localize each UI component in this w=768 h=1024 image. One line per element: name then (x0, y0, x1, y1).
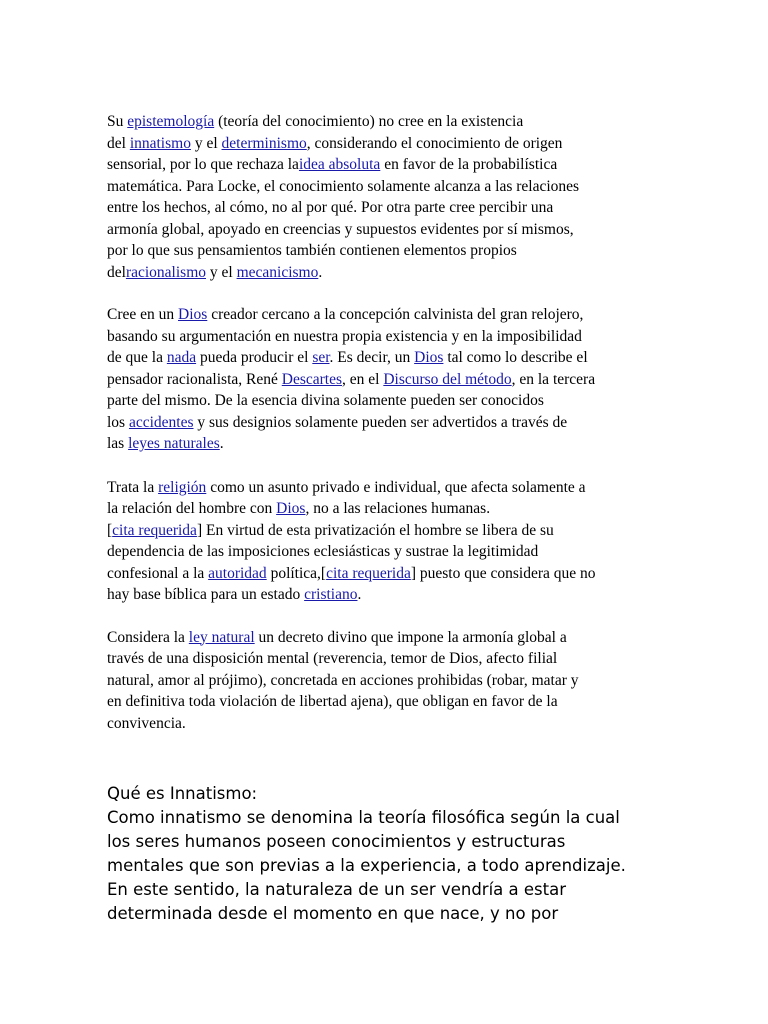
text-run: sensorial, por lo que rechaza la (107, 156, 299, 173)
text-run: Considera la (107, 628, 189, 646)
innatismo-line: los seres humanos poseen conocimientos y estructuras (107, 832, 566, 851)
link-epistemología[interactable]: epistemología (127, 113, 215, 130)
text-run: hay base bíblica para un estado (107, 586, 305, 603)
text-run: como un asunto privado e individual, que afecta solamente a (206, 478, 586, 496)
link-dios[interactable]: Dios (276, 500, 306, 517)
innatismo-line: Como innatismo se denomina la teoría filosófica según la cual (107, 808, 620, 827)
text-run: pensador racionalista, René (107, 370, 282, 388)
text-run: de que la (107, 349, 167, 366)
link-religión[interactable]: religión (158, 478, 207, 496)
text-run: parte del mismo. De la esencia divina solamente pueden ser conocidos (107, 392, 544, 409)
text-run: entre los hechos, al cómo, no al por qué. Por otra parte cree percibir una (107, 199, 554, 216)
link-nada[interactable]: nada (166, 349, 197, 366)
text-run: , considerando el conocimiento de origen (306, 134, 563, 152)
text-run: pueda producir el (196, 349, 313, 366)
link-cristiano[interactable]: cristiano (304, 586, 358, 603)
text-run: en favor de la probabilística (380, 156, 558, 173)
text-run: (teoría del conocimiento) no cree en la existencia (214, 113, 524, 130)
text-run: tal como lo describe el (443, 349, 588, 366)
text-run: . (318, 263, 323, 281)
text-run: y sus designios solamente pueden ser advertidos a través de (193, 413, 568, 431)
innatismo-heading: Qué es Innatismo: (107, 784, 258, 803)
link-racionalismo[interactable]: racionalismo (125, 263, 206, 281)
document-body (107, 111, 667, 734)
text-run: las (107, 435, 129, 452)
link-autoridad[interactable]: autoridad (208, 564, 267, 582)
link-cita-requerida[interactable]: cita requerida (112, 521, 197, 539)
link-dios[interactable]: Dios (414, 349, 444, 366)
text-run: matemática. Para Locke, el conocimiento solamente alcanza a las relaciones (107, 177, 580, 195)
link-innatismo[interactable]: innatismo (129, 134, 191, 152)
text-run: natural, amor al prójimo), concretada en acciones prohibidas (robar, matar y (107, 671, 579, 689)
text-run: la relación del hombre con (107, 500, 277, 517)
text-run: y el (206, 263, 237, 281)
link-cita-requerida[interactable]: cita requerida (326, 564, 411, 582)
text-run: del (107, 263, 126, 281)
link-descartes[interactable]: Descartes (281, 370, 342, 388)
link-dios[interactable]: Dios (178, 306, 208, 323)
innatismo-line: determinada desde el momento en que nace, y no por (107, 904, 559, 923)
text-run: Trata la (107, 478, 159, 496)
text-run: dependencia de las imposiciones eclesiásticas y sustrae la legitimidad (107, 543, 539, 560)
link-mecanicismo[interactable]: mecanicismo (236, 263, 319, 281)
text-run: y el (190, 134, 222, 152)
paragraph-dios (107, 304, 667, 455)
text-run: un decreto divino que impone la armonía global a (254, 628, 567, 646)
innatismo-line: En este sentido, la naturaleza de un ser vendría a estar (107, 880, 566, 899)
text-run: , no a las relaciones humanas. (305, 500, 491, 517)
text-run: , en el (342, 370, 384, 388)
text-run: por lo que sus pensamientos también contienen elementos propios (107, 242, 517, 259)
link-ley-natural[interactable]: ley natural (188, 628, 255, 646)
text-run: . (357, 586, 362, 603)
text-run: confesional a la (107, 564, 209, 582)
text-run: , en la tercera (511, 370, 596, 388)
link-leyes-naturales[interactable]: leyes naturales (128, 435, 220, 452)
innatismo-section (107, 782, 747, 926)
paragraph-ley-natural (107, 627, 667, 735)
text-run: Cree en un (107, 306, 179, 323)
link-determinismo[interactable]: determinismo (221, 134, 307, 152)
text-run: través de una disposición mental (reverencia, temor de Dios, afecto filial (107, 650, 558, 667)
link-discurso-del-método[interactable]: Discurso del método (383, 370, 512, 388)
innatismo-line: mentales que son previas a la experiencia, a todo aprendizaje. (107, 856, 626, 875)
text-run: . (219, 435, 224, 452)
paragraph-epistemologia (107, 111, 667, 283)
text-run: . Es decir, un (329, 349, 415, 366)
link-accidentes[interactable]: accidentes (128, 413, 194, 431)
text-run: armonía global, apoyado en creencias y supuestos evidentes por sí mismos, (107, 220, 574, 238)
text-run: del (107, 134, 130, 152)
text-run: creador cercano a la concepción calvinista del gran relojero, (207, 306, 584, 323)
text-run: ] En virtud de esta privatización el hombre se libera de su (196, 521, 554, 539)
text-run: convivencia. (107, 714, 186, 732)
text-run: política,[ (266, 564, 327, 582)
text-run: los (107, 413, 129, 431)
link-idea-absoluta[interactable]: idea absoluta (298, 156, 381, 173)
text-run: basando su argumentación en nuestra propia existencia y en la imposibilidad (107, 327, 582, 345)
text-run: Su (107, 113, 128, 130)
paragraph-religion (107, 477, 667, 606)
text-run: [ (107, 521, 113, 539)
text-run: ] puesto que considera que no (410, 564, 596, 582)
link-ser[interactable]: ser (312, 349, 330, 366)
text-run: en definitiva toda violación de libertad ajena), que obligan en favor de la (107, 693, 558, 710)
